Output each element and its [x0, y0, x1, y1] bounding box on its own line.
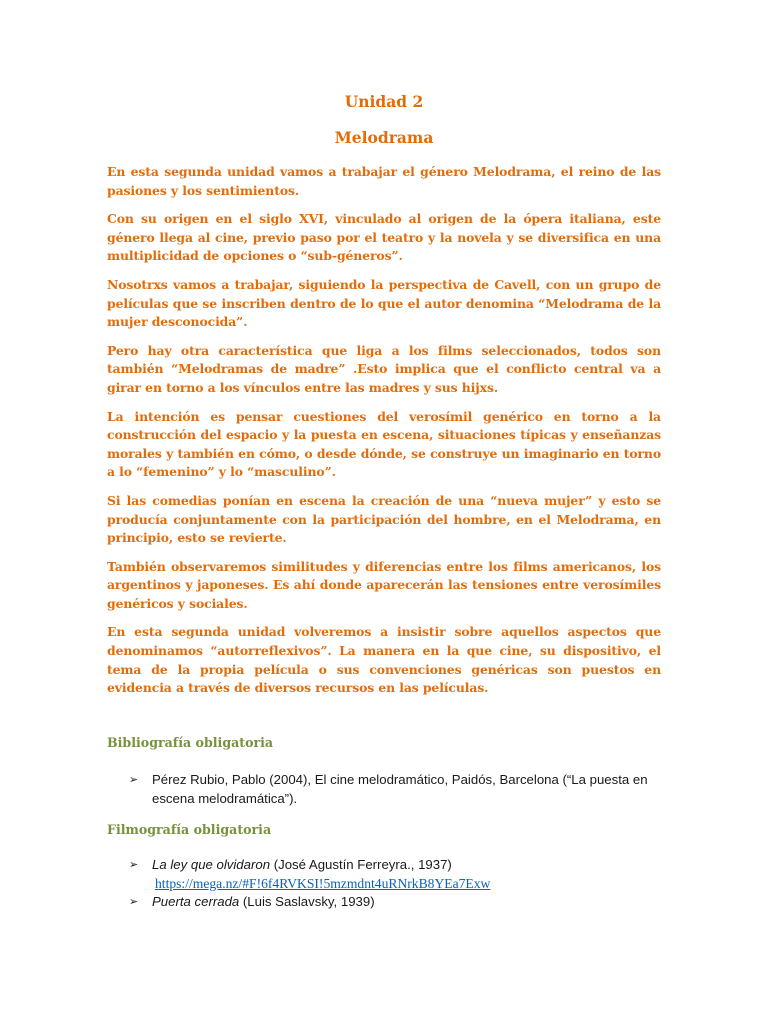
self-reflexive-paragraph: En esta segunda unidad volveremos a insistir sobre aquellos aspectos que denominamos “autorreflexivos”. La manera en la que cine, su dispositivo, el tema de la propia película o sus convenciones genéricas son puestos en evidencia a través de diversos recursos en las películas.: [107, 624, 661, 696]
filmography-heading: Filmografía obligatoria: [107, 822, 272, 838]
filmography-item: [107, 855, 661, 892]
document-page: [107, 92, 661, 911]
bibliography-heading: Bibliografía obligatoria: [107, 734, 274, 750]
film-details: (José Agustín Ferreyra., 1937): [270, 857, 452, 873]
unit-title: Unidad 2: [344, 92, 424, 111]
film-details: (Luis Saslavsky, 1939): [239, 893, 375, 909]
arrow-bullet-icon: ➢: [129, 894, 139, 908]
mother-melodrama-paragraph: Pero hay otra característica que liga a los films seleccionados, todos son también “Melodramas de madre” .Esto implica que el conflicto central va a girar en torno a los vínculos entre las madres y sus hijxs.: [107, 342, 661, 395]
film-title: Puerta cerrada: [152, 893, 240, 909]
arrow-bullet-icon: ➢: [129, 772, 139, 786]
origin-paragraph: Con su origen en el siglo XVI, vinculado al origen de la ópera italiana, este género llega al cine, previo paso por el teatro y la novela y se diversifica en una multiplicidad de opciones o “sub-géneros”.: [107, 211, 661, 264]
filmography-list: [107, 855, 661, 911]
bibliography-item-text: Pérez Rubio, Pablo (2004), El cine melodramático, Paidós, Barcelona (“La puesta en escena melodramática”).: [152, 771, 648, 807]
cavell-paragraph: Nosotrxs vamos a trabajar, siguiendo la perspectiva de Cavell, con un grupo de películas que se inscriben dentro de lo que el autor denomina “Melodrama de la mujer desconocida”.: [107, 276, 661, 330]
film-download-link[interactable]: https://mega.nz/#F!6f4RVKSI!5mzmdnt4uRNrkB8YEa7Exw: [155, 875, 491, 891]
comedies-paragraph: Si las comedias ponían en escena la creación de una “nueva mujer” y esto se producía conjuntamente con la participación del hombre, en el Melodrama, en principio, esto se revierte.: [107, 492, 661, 546]
arrow-bullet-icon: ➢: [129, 858, 139, 872]
comparison-paragraph: También observaremos similitudes y diferencias entre los films americanos, los argentinos y japoneses. Es ahí donde aparecerán las tensiones entre verosímiles genéricos y sociales.: [107, 558, 661, 611]
intro-paragraph: En esta segunda unidad vamos a trabajar el género Melodrama, el reino de las pasiones y los sentimientos.: [107, 164, 661, 198]
intention-paragraph: La intención es pensar cuestiones del verosímil genérico en torno a la construcción del espacio y la puesta en escena, situaciones típicas y enseñanzas morales y también en cómo, o desde dónde, se construye un imaginario en torno a lo “femenino” y lo “masculino”.: [107, 408, 661, 480]
genre-title: Melodrama: [334, 128, 434, 147]
bibliography-item: [107, 770, 661, 809]
bibliography-list: [107, 770, 661, 809]
filmography-item: [107, 892, 661, 912]
film-title: La ley que olvidaron: [152, 857, 271, 873]
